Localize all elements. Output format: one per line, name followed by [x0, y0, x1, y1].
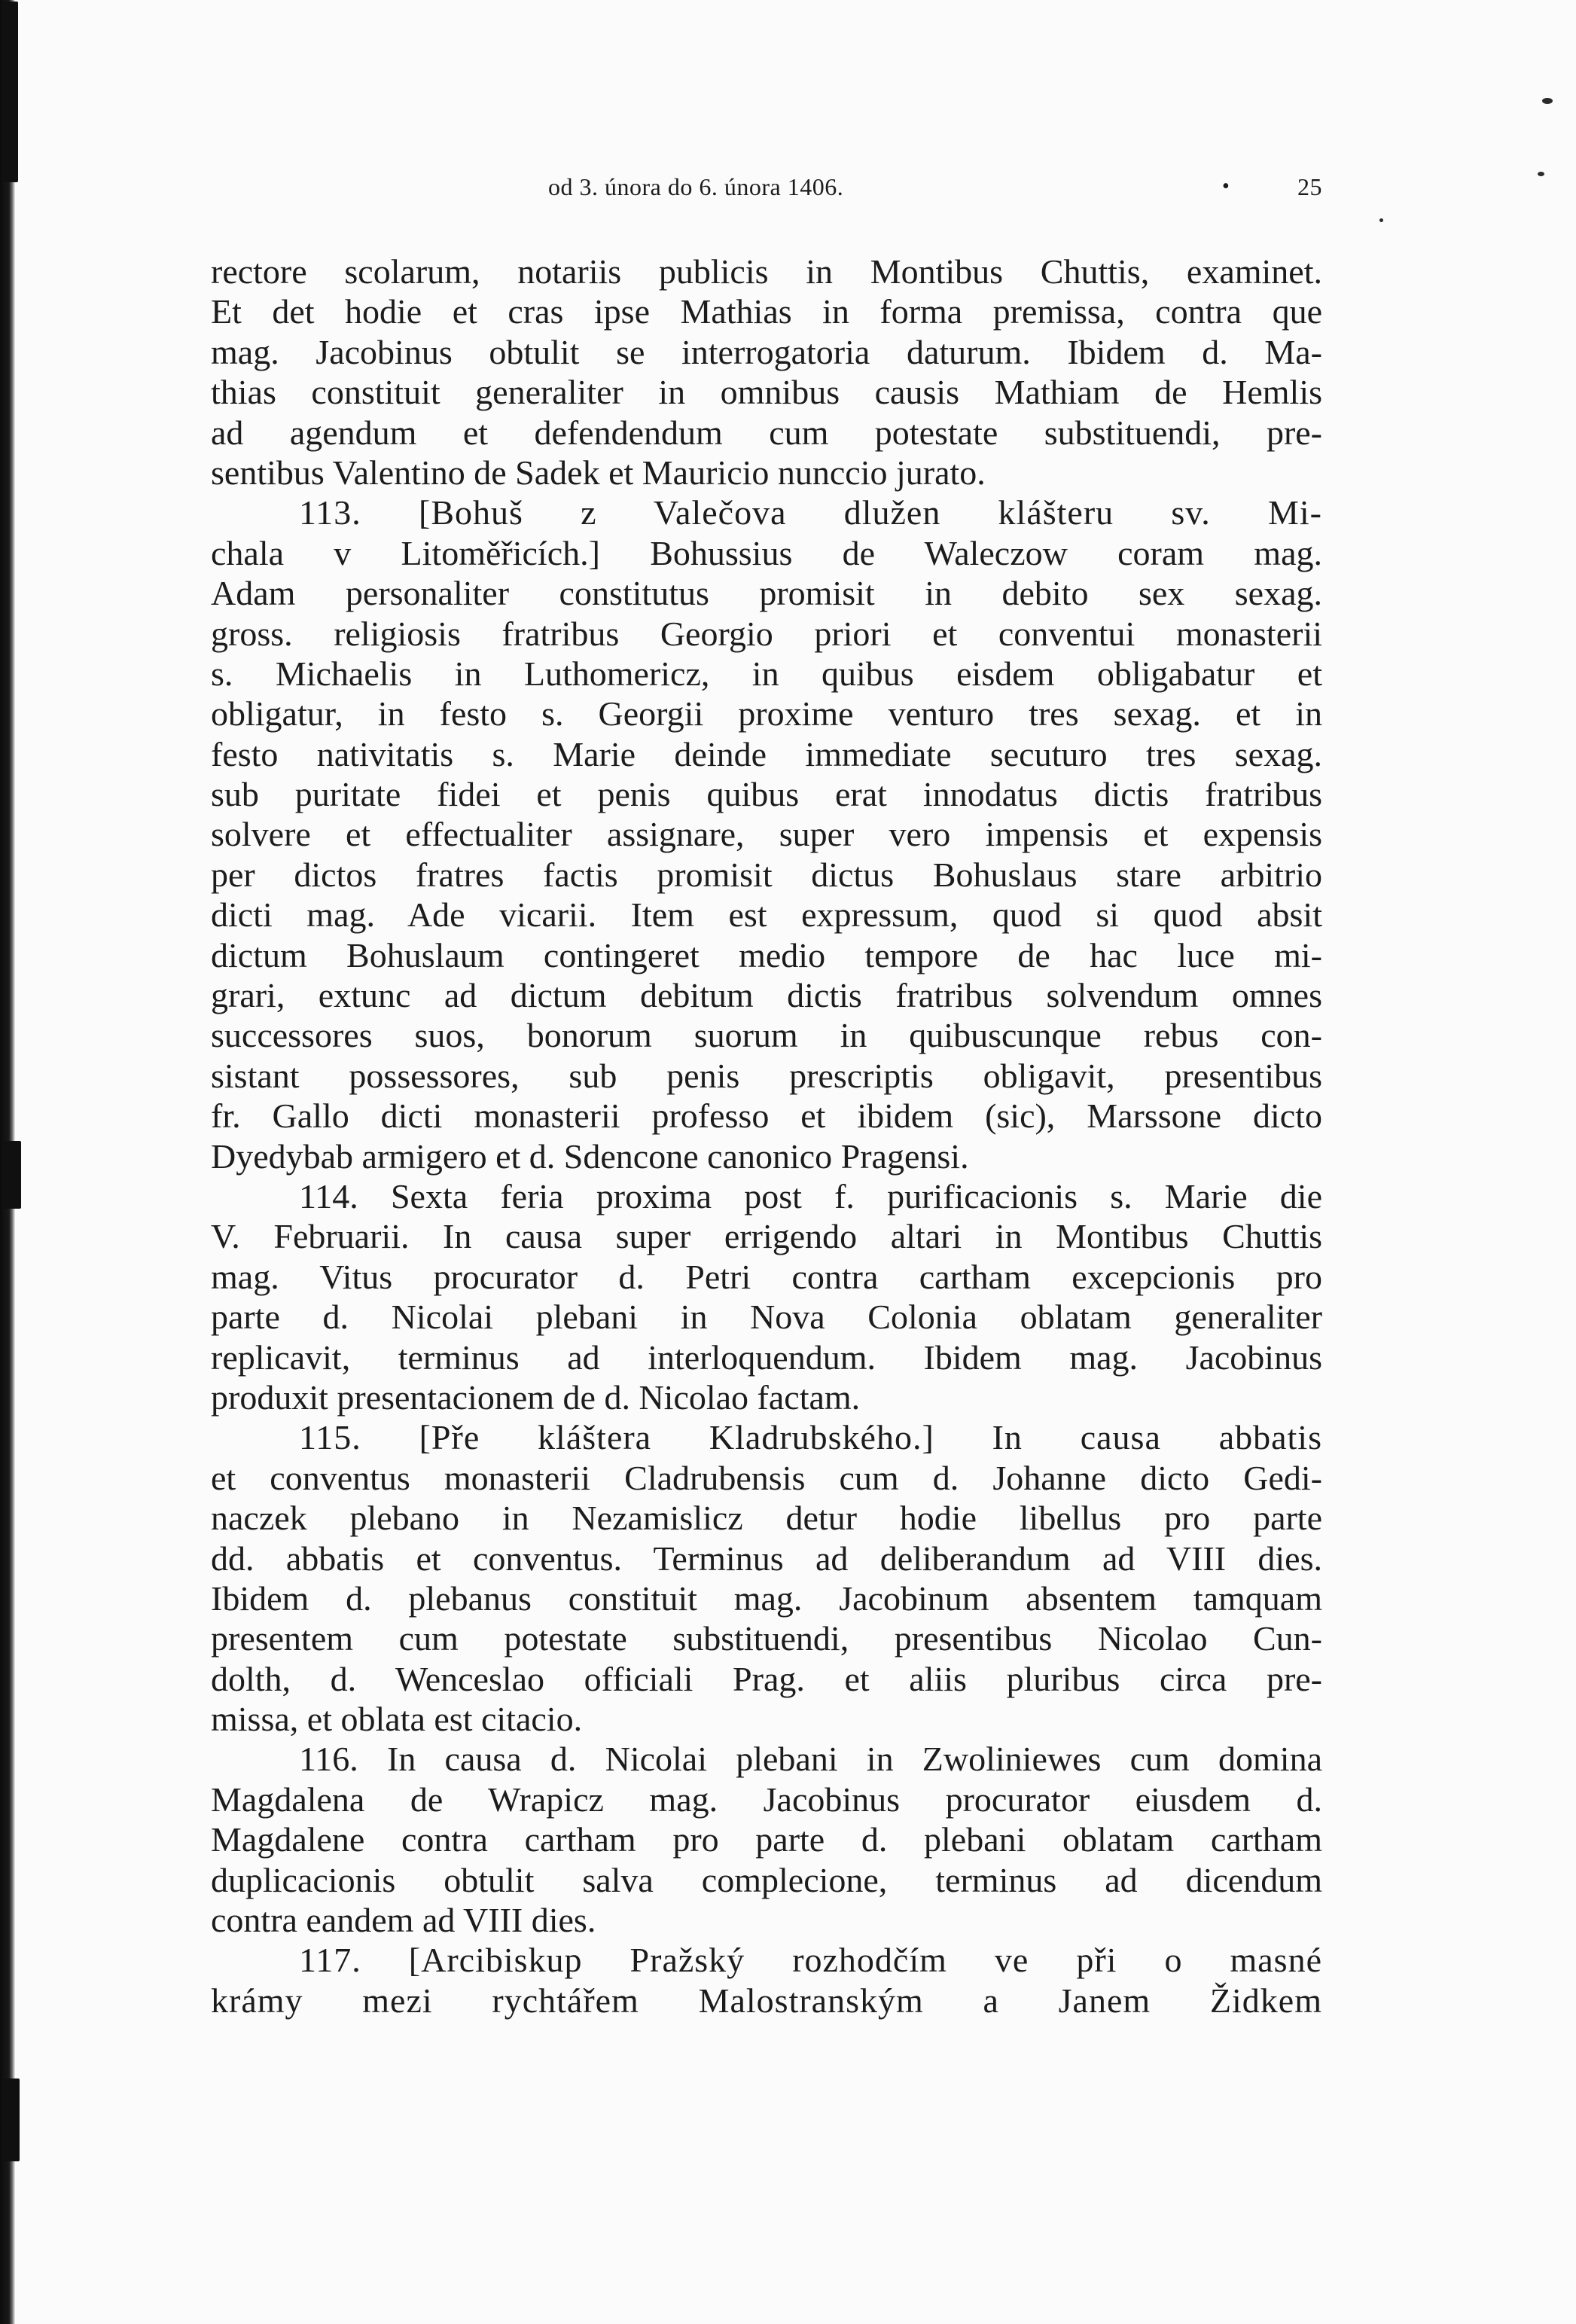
binding-mark: [2, 2, 18, 182]
text-line: naczek plebano in Nezamislicz detur hodie libellus pro parte: [211, 1499, 1322, 1538]
running-title: od 3. února do 6. února 1406.: [548, 173, 844, 200]
text-line: produxit presentacionem de d. Nicolao factam.: [211, 1377, 861, 1417]
text-line: gross. religiosis fratribus Georgio priori et conventui monasterii: [211, 614, 1322, 653]
text-line: duplicacionis obtulit salva complecione, terminus ad dicendum: [211, 1860, 1322, 1899]
text-line: sub puritate fidei et penis quibus erat innodatus dictis fratribus: [211, 775, 1322, 814]
text-line: ad agendum et defendendum cum potestate substituendi, pre-: [211, 413, 1322, 452]
text-line: successores suos, bonorum suorum in quibuscunque rebus con-: [211, 1016, 1322, 1055]
text-line: 113. [Bohuš z Valečova dlužen klášteru sv. Mi-: [299, 493, 1322, 532]
body-text: [211, 252, 1322, 2021]
text-line: krámy mezi rychtářem Malostranským a Janem Židkem: [211, 1981, 1322, 2020]
paragraph-continuation: [211, 252, 1322, 493]
text-line: grari, extunc ad dictum debitum dictis fratribus solvendum omnes: [211, 976, 1322, 1015]
text-line: sistant possessores, sub penis prescriptis obligavit, presentibus: [211, 1056, 1322, 1095]
text-line: et conventus monasterii Cladrubensis cum d. Johanne dicto Gedi-: [211, 1458, 1322, 1497]
entry-117: [211, 1940, 1322, 2021]
entry-113: [211, 493, 1322, 1176]
text-line: Magdalene contra cartham pro parte d. plebani oblatam cartham: [211, 1820, 1322, 1859]
text-line: rectore scolarum, notariis publicis in Montibus Chuttis, examinet.: [211, 252, 1322, 291]
text-line: Adam personaliter constitutus promisit in debito sex sexag.: [211, 574, 1322, 613]
text-line: dictum Bohuslaum contingeret medio tempore de hac luce mi-: [211, 935, 1322, 974]
entry-114: [211, 1176, 1322, 1417]
text-line: Dyedybab armigero et d. Sdencone canonico Pragensi.: [211, 1136, 969, 1176]
text-line: per dictos fratres factis promisit dictus Bohuslaus stare arbitrio: [211, 855, 1322, 894]
text-line: s. Michaelis in Luthomericz, in quibus eisdem obligabatur et: [211, 654, 1322, 693]
text-line: obligatur, in festo s. Georgii proxime venturo tres sexag. et in: [211, 694, 1322, 733]
entry-115: [211, 1417, 1322, 1739]
text-line: contra eandem ad VIII dies.: [211, 1901, 596, 1940]
text-line: V. Februarii. In causa super errigendo altari in Montibus Chuttis: [211, 1217, 1322, 1256]
text-line: 116. In causa d. Nicolai plebani in Zwoliniewes cum domina: [299, 1740, 1322, 1779]
text-line: festo nativitatis s. Marie deinde immediate secuturo tres sexag.: [211, 734, 1322, 773]
binding-mark: [2, 2078, 20, 2161]
text-line: dd. abbatis et conventus. Terminus ad deliberandum ad VIII dies.: [211, 1539, 1322, 1578]
scan-speck: [1542, 98, 1553, 104]
text-line: 115. [Pře kláštera Kladrubského.] In causa abbatis: [299, 1418, 1322, 1457]
scan-speck: [1538, 172, 1544, 176]
text-line: chala v Litoměřicích.] Bohussius de Waleczow coram mag.: [211, 533, 1322, 572]
scan-speck: [1379, 218, 1383, 222]
text-line: fr. Gallo dicti monasterii professo et ibidem (sic), Marssone dicto: [211, 1096, 1322, 1136]
text-line: Magdalena de Wrapicz mag. Jacobinus procurator eiusdem d.: [211, 1780, 1322, 1819]
text-line: missa, et oblata est citacio.: [211, 1700, 583, 1739]
text-line: sentibus Valentino de Sadek et Mauricio nunccio jurato.: [211, 453, 986, 492]
text-line: 117. [Arcibiskup Pražský rozhodčím ve při o masné: [299, 1941, 1322, 1980]
text-line: solvere et effectualiter assignare, super vero impensis et expensis: [211, 815, 1322, 854]
text-line: Et det hodie et cras ipse Mathias in forma premissa, contra que: [211, 292, 1322, 331]
entry-116: [211, 1739, 1322, 1940]
text-line: Ibidem d. plebanus constituit mag. Jacobinum absentem tamquam: [211, 1578, 1322, 1618]
page-number: 25: [1297, 173, 1322, 200]
text-line: mag. Vitus procurator d. Petri contra cartham excepcionis pro: [211, 1257, 1322, 1296]
binding-mark: [2, 1141, 21, 1209]
text-line: presentem cum potestate substituendi, presentibus Nicolao Cun-: [211, 1619, 1322, 1658]
text-line: parte d. Nicolai plebani in Nova Colonia oblatam generaliter: [211, 1298, 1322, 1337]
text-line: thias constituit generaliter in omnibus causis Mathiam de Hemlis: [211, 373, 1322, 412]
header-dot: •: [1222, 175, 1230, 198]
text-line: mag. Jacobinus obtulit se interrogatoria daturum. Ibidem d. Ma-: [211, 332, 1322, 371]
text-line: 114. Sexta feria proxima post f. purificacionis s. Marie die: [299, 1176, 1322, 1215]
text-line: dicti mag. Ade vicarii. Item est expressum, quod si quod absit: [211, 895, 1322, 935]
text-line: dolth, d. Wenceslao officiali Prag. et aliis pluribus circa pre-: [211, 1659, 1322, 1698]
running-header: [209, 172, 1322, 202]
text-line: replicavit, terminus ad interloquendum. Ibidem mag. Jacobinus: [211, 1337, 1322, 1377]
